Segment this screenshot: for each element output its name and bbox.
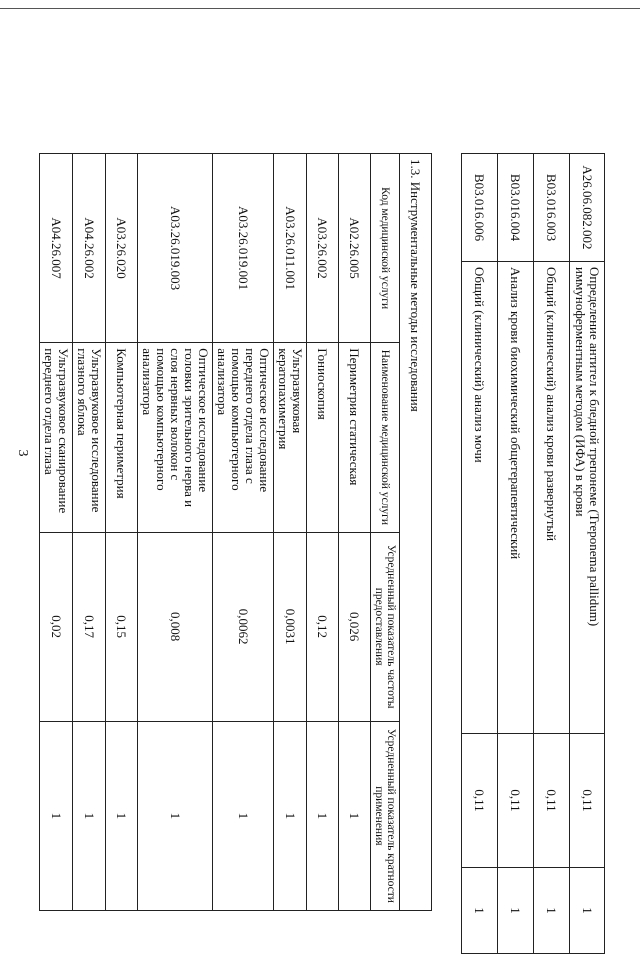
frequency-value: 0,0031 [274,532,307,721]
instrumental-methods-table [39,153,432,911]
table-row [274,154,307,911]
multiplicity-value: 1 [274,721,307,910]
table-row [462,154,498,954]
frequency-value: 0,11 [498,734,534,868]
service-name: Анализ крови биохимический общетерапевтический [498,262,534,734]
multiplicity-value: 1 [462,868,498,954]
service-code: A03.26.002 [307,154,339,343]
service-code: B03.016.006 [462,154,498,262]
page-number: 3 [15,449,30,457]
frequency-value: 0,15 [106,532,138,721]
multiplicity-value: 1 [339,721,371,910]
frequency-value: 0,0062 [213,532,274,721]
service-code: A03.26.019.001 [213,154,274,343]
multiplicity-value: 1 [73,721,106,910]
table-row [339,154,371,911]
service-name: Общий (клинический) анализ мочи [462,262,498,734]
service-name: Ультразвуковая кератопахиметрия [274,343,307,532]
multiplicity-value: 1 [534,868,570,954]
table-row [106,154,138,911]
header-frequency: Усредненный показатель частоты предоставления [371,532,400,721]
multiplicity-value: 1 [570,868,605,954]
service-name: Гониоскопия [307,343,339,532]
multiplicity-value: 1 [213,721,274,910]
multiplicity-value: 1 [106,721,138,910]
table-row [534,154,570,954]
service-code: A04.26.007 [40,154,73,343]
rotated-page-content [35,20,605,914]
table-row [570,154,605,954]
service-code: A02.26.005 [339,154,371,343]
table-row [40,154,73,911]
top-rule [0,8,640,9]
frequency-value: 0,11 [534,734,570,868]
service-code: B03.016.003 [534,154,570,262]
header-multiplicity: Усредненный показатель кратности применения [371,721,400,910]
table-row [498,154,534,954]
section-title: 1.3. Инструментальные методы исследования [400,154,432,911]
frequency-value: 0,026 [339,532,371,721]
service-code: A26.06.082.002 [570,154,605,262]
table-row [73,154,106,911]
service-name: Ультразвуковое исследование глазного яблока [73,343,106,532]
service-code: B03.016.004 [498,154,534,262]
table-row [213,154,274,911]
multiplicity-value: 1 [40,721,73,910]
frequency-value: 0,11 [570,734,605,868]
multiplicity-value: 1 [498,868,534,954]
service-name: Периметрия статическая [339,343,371,532]
service-name: Оптическое исследование головки зрительного нерва и слоя нервных волокон с помощью компьютерного анализатора [138,343,213,532]
frequency-value: 0,02 [40,532,73,721]
table-row [307,154,339,911]
service-name: Определение антител к бледной трепонеме (Treponema pallidum) иммуноферментным методом (ИФА) в крови [570,262,605,734]
multiplicity-value: 1 [307,721,339,910]
service-name: Общий (клинический) анализ крови развернутый [534,262,570,734]
header-name: Наименование медицинской услуги [371,343,400,532]
multiplicity-value: 1 [138,721,213,910]
lab-tests-table [461,153,605,954]
frequency-value: 0,17 [73,532,106,721]
frequency-value: 0,12 [307,532,339,721]
service-code: A04.26.002 [73,154,106,343]
service-code: A03.26.020 [106,154,138,343]
table-row [138,154,213,911]
frequency-value: 0,008 [138,532,213,721]
header-code: Код медицинской услуги [371,154,400,343]
service-name: Ультразвуковое сканирование переднего отдела глаза [40,343,73,532]
service-name: Оптическое исследование переднего отдела глаза с помощью компьютерного анализатора [213,343,274,532]
service-name: Компьютерная периметрия [106,343,138,532]
frequency-value: 0,11 [462,734,498,868]
service-code: A03.26.011.001 [274,154,307,343]
service-code: A03.26.019.003 [138,154,213,343]
